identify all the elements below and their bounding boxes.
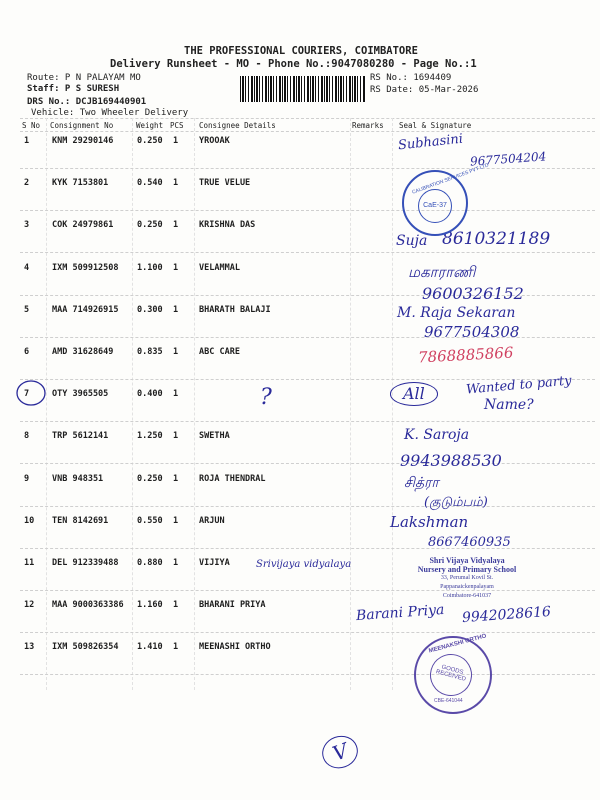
cell-sno: 9 bbox=[24, 473, 30, 484]
divider bbox=[20, 421, 595, 422]
col-header-seal-signature: Seal & Signature bbox=[399, 121, 472, 130]
cell-consignment: KYK 7153801 bbox=[52, 178, 109, 189]
cell-pcs: 1 bbox=[173, 304, 179, 315]
cell-pcs: 1 bbox=[173, 431, 179, 442]
cell-weight: 0.880 bbox=[137, 558, 163, 568]
cell-consignee: BHARATH BALAJI bbox=[199, 304, 271, 315]
cell-pcs: 1 bbox=[173, 558, 179, 568]
cell-sno: 6 bbox=[24, 347, 30, 357]
cell-consignee: YROOAK bbox=[199, 136, 230, 146]
cell-consignee: KRISHNA DAS bbox=[199, 220, 256, 231]
cell-weight: 0.250 bbox=[137, 220, 163, 231]
col-header-remarks: Remarks bbox=[352, 121, 384, 130]
cell-consignee: SWETHA bbox=[199, 431, 230, 442]
cell-consignment: COK 24979861 bbox=[52, 220, 114, 231]
cell-sno: 11 bbox=[24, 558, 35, 568]
cell-sno: 10 bbox=[24, 515, 35, 526]
divider bbox=[20, 632, 595, 633]
col-header-weight: Weight bbox=[136, 121, 164, 130]
cell-consignment: TRP 5612141 bbox=[52, 431, 109, 442]
cell-consignment: AMD 31628649 bbox=[52, 347, 114, 357]
cell-sno: 7 bbox=[24, 389, 30, 400]
cell-pcs: 1 bbox=[173, 473, 179, 484]
cell-weight: 0.250 bbox=[137, 473, 163, 484]
cell-sno: 8 bbox=[24, 431, 30, 442]
cell-weight: 0.250 bbox=[137, 136, 163, 146]
vehicle: Vehicle: Two Wheeler Delivery bbox=[31, 108, 189, 118]
drs-number: DRS No.: DCJB169440901 bbox=[27, 97, 147, 107]
runsheet-subtitle: Delivery Runsheet - MO - Phone No.:9047080280 - Page No.:1 bbox=[110, 58, 477, 70]
route: Route: P N PALAYAM MO bbox=[27, 73, 141, 83]
handwritten-name: சித்ரா bbox=[404, 475, 439, 491]
cell-consignment: OTY 3965505 bbox=[52, 389, 109, 400]
cell-consignee: ROJA THENDRAL bbox=[199, 473, 266, 484]
cell-consignment: DEL 912339488 bbox=[52, 558, 119, 568]
cell-consignment: VNB 948351 bbox=[52, 473, 104, 484]
handwritten-name: Subhasini bbox=[397, 131, 464, 154]
calibration-stamp bbox=[402, 162, 490, 236]
handwritten-name: மகாராணி bbox=[408, 263, 476, 281]
stamp-text: Pappanaickenpalayam bbox=[440, 584, 494, 590]
handwritten-note: Srivijaya vidyalaya bbox=[256, 559, 352, 570]
col-header-consignment: Consignment No bbox=[50, 121, 114, 130]
cell-weight: 0.540 bbox=[137, 178, 163, 189]
handwritten-note: Name? bbox=[484, 397, 534, 413]
stamp-text: Coimbatore-641037 bbox=[442, 593, 492, 599]
cell-sno: 5 bbox=[24, 304, 30, 315]
handwritten-name: K. Saroja bbox=[404, 427, 470, 443]
handwritten-signature: Barani Priya bbox=[355, 601, 445, 625]
stamp-text: CALIBRATION SERVICES PVT LTD bbox=[411, 162, 490, 196]
cell-consignment: MAA 9000363386 bbox=[52, 600, 124, 611]
cell-pcs: 1 bbox=[173, 515, 179, 526]
cell-pcs: 1 bbox=[173, 347, 179, 357]
cell-consignment: TEN 8142691 bbox=[52, 515, 109, 526]
cell-pcs: 1 bbox=[173, 389, 179, 400]
handwritten-phone: 8610321189 bbox=[442, 229, 551, 249]
cell-pcs: 1 bbox=[173, 642, 179, 653]
cell-consignee: VELAMMAL bbox=[199, 262, 240, 273]
stamp-text: MEENAKSHI ORTHO bbox=[428, 633, 488, 655]
handwritten-signature: Suja bbox=[396, 233, 428, 249]
handwritten-phone: 8667460935 bbox=[428, 535, 511, 550]
divider bbox=[20, 674, 595, 675]
cell-pcs: 1 bbox=[173, 262, 179, 273]
divider bbox=[194, 118, 195, 690]
stamp-text: GOODS RECEIVED bbox=[425, 649, 476, 700]
divider bbox=[20, 118, 595, 119]
divider bbox=[20, 252, 595, 253]
col-header-sno: S No bbox=[22, 121, 41, 130]
cell-sno: 12 bbox=[24, 600, 35, 611]
cell-consignee: MEENASHI ORTHO bbox=[199, 642, 271, 653]
cell-consignment: IXM 509826354 bbox=[52, 642, 119, 653]
col-header-consignee: Consignee Details bbox=[199, 121, 276, 130]
cell-consignee: TRUE VELUE bbox=[199, 178, 251, 189]
handwritten-phone: 9943988530 bbox=[400, 451, 502, 470]
handwritten-circled-note: All bbox=[390, 382, 438, 406]
cell-weight: 0.550 bbox=[137, 515, 163, 526]
handwritten-phone: 7868885866 bbox=[417, 343, 514, 367]
rs-date: RS Date: 05-Mar-2026 bbox=[370, 85, 479, 95]
stamp-text: Nursery and Primary School bbox=[417, 565, 517, 574]
cell-weight: 0.300 bbox=[137, 304, 163, 315]
cell-sno: 13 bbox=[24, 642, 35, 653]
stamp-text: CBE-641044 bbox=[434, 698, 463, 704]
handwritten-note: (குடும்பம்) bbox=[424, 495, 488, 510]
cell-weight: 1.410 bbox=[137, 642, 163, 653]
handwritten-name: Lakshman bbox=[390, 513, 469, 531]
cell-weight: 1.160 bbox=[137, 600, 163, 611]
handwritten-phone: 9677504204 bbox=[469, 149, 547, 169]
divider bbox=[132, 118, 133, 690]
divider bbox=[350, 118, 351, 690]
divider bbox=[20, 210, 595, 211]
handwritten-phone: 9942028616 bbox=[461, 603, 552, 627]
divider bbox=[392, 118, 393, 690]
handwritten-phone: 9677504308 bbox=[424, 323, 520, 341]
cell-consignee: ABC CARE bbox=[199, 347, 240, 357]
handwritten-note: Wanted to party bbox=[465, 373, 573, 398]
handwritten-name: M. Raja Sekaran bbox=[397, 305, 516, 321]
cell-consignee: VIJIYA bbox=[199, 558, 230, 568]
cell-sno: 2 bbox=[24, 178, 30, 189]
handwritten-question-mark: ? bbox=[260, 385, 272, 410]
cell-pcs: 1 bbox=[173, 600, 179, 611]
cell-consignment: IXM 509912508 bbox=[52, 262, 119, 273]
cell-pcs: 1 bbox=[173, 136, 179, 146]
barcode bbox=[240, 76, 366, 102]
cell-weight: 1.250 bbox=[137, 431, 163, 442]
divider bbox=[20, 168, 595, 169]
cell-weight: 0.835 bbox=[137, 347, 163, 357]
stamp-text: 33, Perumal Kovil St. bbox=[440, 575, 494, 581]
cell-consignee: BHARANI PRIYA bbox=[199, 600, 266, 611]
cell-pcs: 1 bbox=[173, 178, 179, 189]
cell-consignment: MAA 714926915 bbox=[52, 304, 119, 315]
handwritten-initial: V bbox=[318, 731, 363, 774]
cell-consignment: KNM 29290146 bbox=[52, 136, 114, 146]
divider bbox=[20, 463, 595, 464]
divider bbox=[20, 131, 595, 132]
cell-sno: 1 bbox=[24, 136, 30, 146]
row-circle-mark bbox=[14, 378, 48, 408]
stamp-text: CaE-37 bbox=[418, 189, 452, 223]
cell-weight: 1.100 bbox=[137, 262, 163, 273]
handwritten-phone: 9600326152 bbox=[422, 284, 524, 303]
col-header-pcs: PCS bbox=[170, 121, 184, 130]
divider bbox=[20, 506, 595, 507]
cell-sno: 3 bbox=[24, 220, 30, 231]
company-title: THE PROFESSIONAL COURIERS, COIMBATORE bbox=[184, 45, 418, 57]
stamp-text: Shri Vijaya Vidyalaya bbox=[429, 556, 505, 565]
cell-weight: 0.400 bbox=[137, 389, 163, 400]
meenakshi-stamp bbox=[414, 633, 492, 714]
rs-number: RS No.: 1694409 bbox=[370, 73, 452, 83]
cell-pcs: 1 bbox=[173, 220, 179, 231]
staff: Staff: P S SURESH bbox=[27, 84, 120, 94]
school-stamp bbox=[412, 556, 522, 601]
cell-consignee: ARJUN bbox=[199, 515, 225, 526]
cell-sno: 4 bbox=[24, 262, 30, 273]
